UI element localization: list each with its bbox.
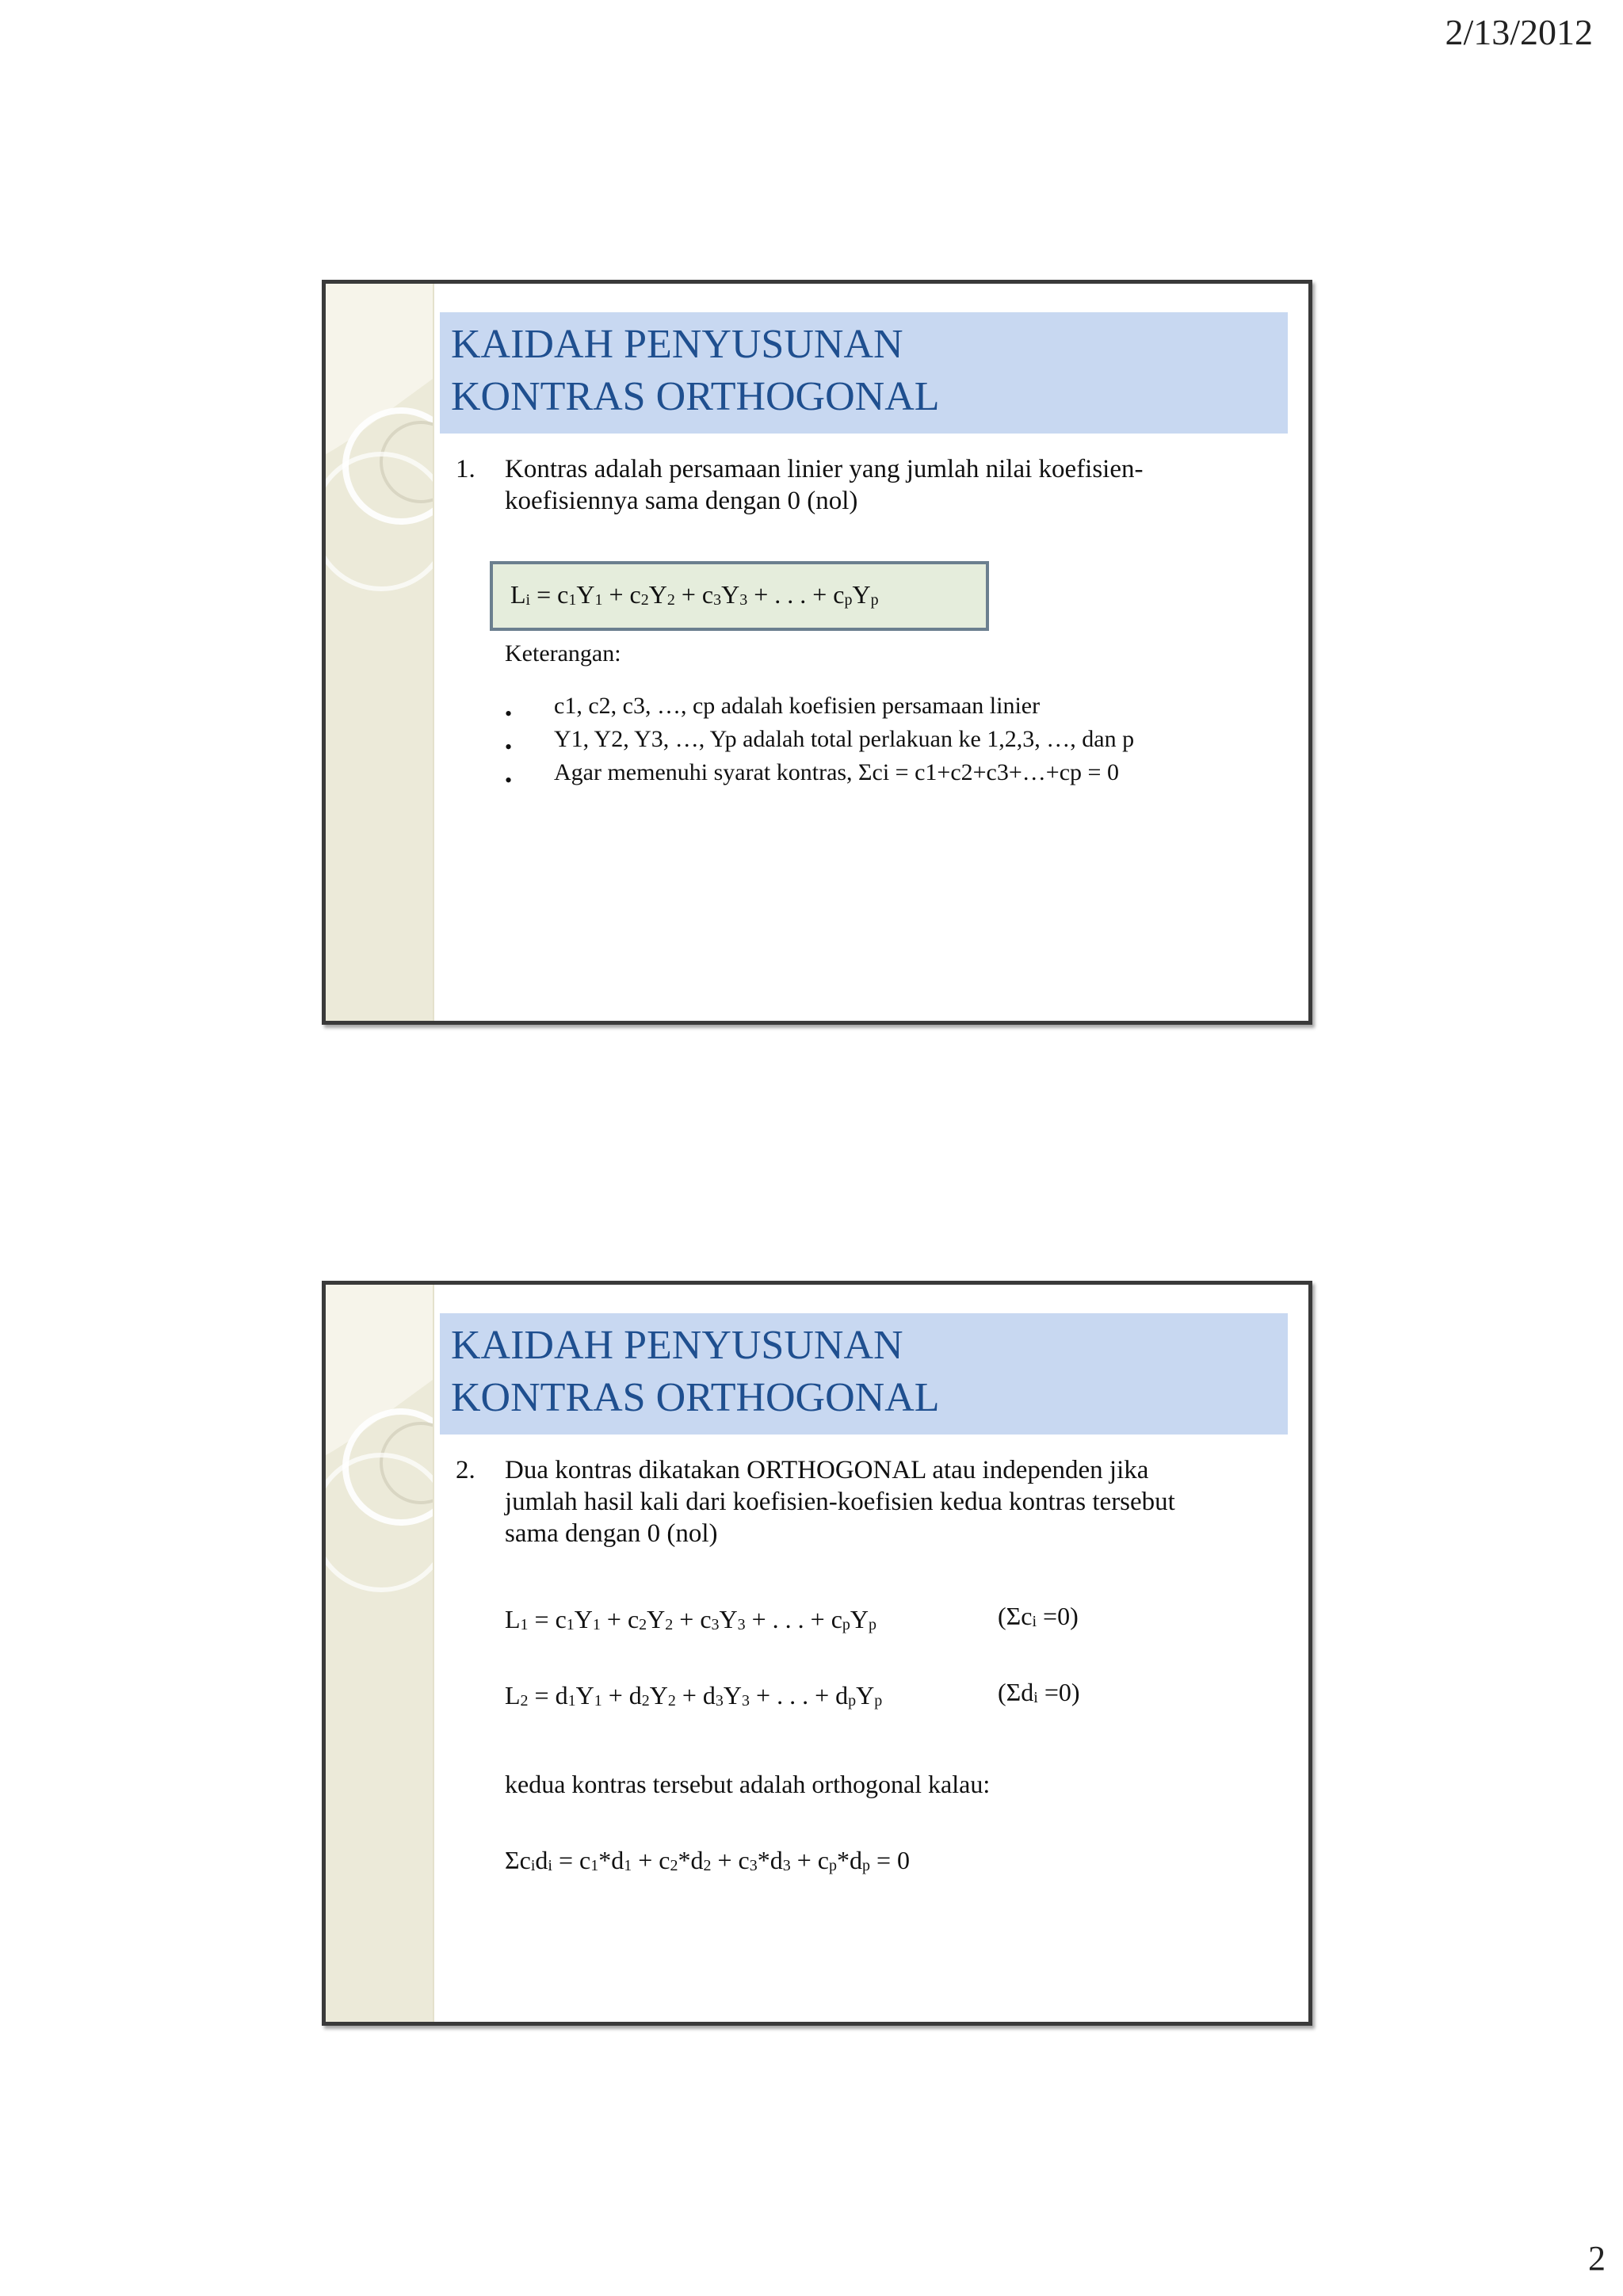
bullet-icon: • — [505, 702, 513, 725]
list-item: • Y1, Y2, Y3, …, Yp adalah total perlakuan ke 1,2,3, …, dan p — [505, 723, 1134, 756]
title-line: KONTRAS ORTHOGONAL — [451, 374, 940, 419]
rule-text-line: Kontras adalah persamaan linier yang jumlah nilai koefisien- — [505, 455, 1144, 483]
rule-text-line: sama dengan 0 (nol) — [505, 1519, 718, 1548]
decor-circles-icon — [326, 284, 433, 617]
list-item: • c1, c2, c3, …, cp adalah koefisien persamaan linier — [505, 690, 1134, 723]
list-item: • Agar memenuhi syarat kontras, Σci = c1+c2+c3+…+cp = 0 — [505, 756, 1134, 789]
slide-decor-sidebar — [326, 1285, 434, 2022]
title-line: KONTRAS ORTHOGONAL — [451, 1375, 940, 1420]
bullet-icon: • — [505, 735, 513, 758]
decor-circles-icon — [326, 1285, 433, 1618]
slide-1 — [322, 280, 1312, 1025]
rule-text-line: koefisiennya sama dengan 0 (nol) — [505, 487, 858, 515]
slide-decor-sidebar — [326, 284, 434, 1021]
conclusion-text: kedua kontras tersebut adalah orthogonal kalau: — [505, 1770, 991, 1798]
rule-number: 2. — [456, 1456, 475, 1484]
contrast-condition-1: (Σci =0) — [998, 1602, 1079, 1630]
bullet-icon: • — [505, 769, 513, 792]
rule-text — [505, 1454, 1175, 1549]
note-list — [505, 690, 1135, 792]
rule-text — [505, 453, 1143, 517]
note-label: Keterangan: — [505, 640, 621, 667]
contrast-equation-2: L2 = d1Y1 + d2Y2 + d3Y3 + . . . + dpYp — [505, 1681, 883, 1710]
contrast-condition-2: (Σdi =0) — [998, 1678, 1080, 1706]
slide-title — [451, 1320, 940, 1424]
rule-text-line: Dua kontras dikatakan ORTHOGONAL atau independen jika — [505, 1456, 1149, 1484]
rule-number: 1. — [456, 455, 475, 483]
contrast-formula: Li = c1Y1 + c2Y2 + c3Y3 + . . . + cpYp — [510, 580, 879, 609]
title-line: KAIDAH PENYUSUNAN — [451, 322, 903, 367]
page-number: 2 — [1588, 2239, 1606, 2278]
page-date: 2/13/2012 — [1445, 12, 1593, 52]
formula-box — [490, 561, 989, 631]
slide-2 — [322, 1281, 1312, 2026]
orthogonal-condition: Σcidi = c1*d1 + c2*d2 + c3*d3 + cp*dp = 0 — [505, 1846, 910, 1874]
title-line: KAIDAH PENYUSUNAN — [451, 1323, 903, 1368]
contrast-equation-1: L1 = c1Y1 + c2Y2 + c3Y3 + . . . + cpYp — [505, 1605, 877, 1633]
slide-title — [451, 319, 940, 423]
rule-text-line: jumlah hasil kali dari koefisien-koefisien kedua kontras tersebut — [505, 1488, 1175, 1516]
